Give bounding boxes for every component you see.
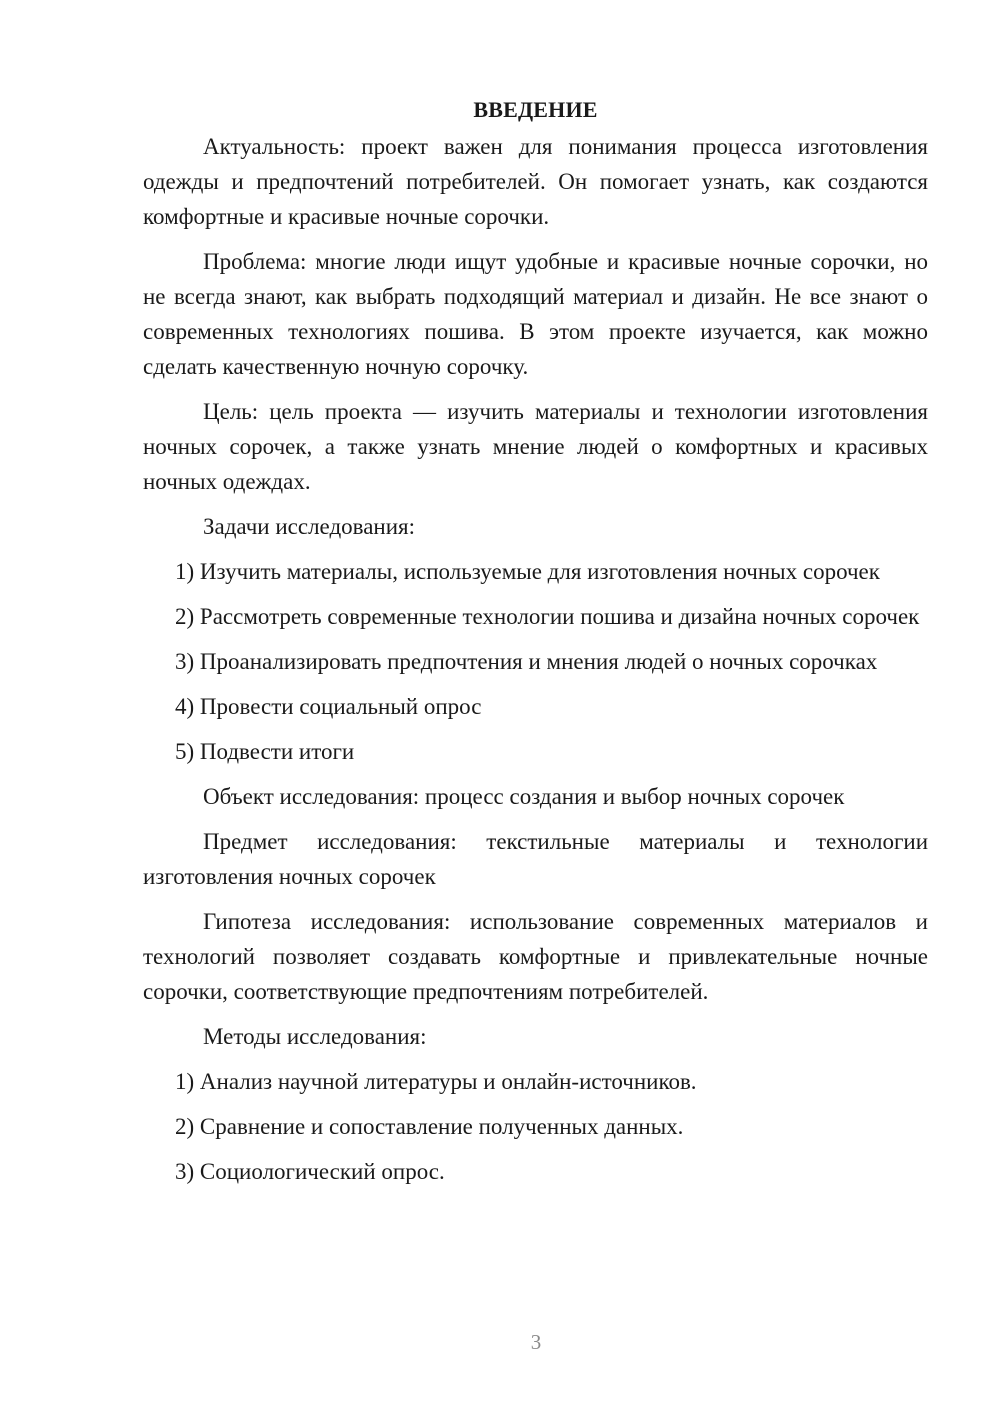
- method-item-3: 3) Социологический опрос.: [175, 1159, 445, 1184]
- paragraph-hypothesis: Гипотеза исследования: использование современных материалов и технологий позволяет создавать комфортные и привлекательные ночные сорочки, соответствующие предпочтениям потребителей.: [143, 909, 928, 1004]
- tasks-title: Задачи исследования:: [203, 514, 416, 539]
- paragraph-object: Объект исследования: процесс создания и выбор ночных сорочек: [203, 784, 845, 809]
- page-number: 3: [530, 1330, 542, 1354]
- page-content: [143, 92, 928, 1199]
- method-item-2: 2) Сравнение и сопоставление полученных данных.: [175, 1114, 684, 1139]
- task-item-1: 1) Изучить материалы, используемые для изготовления ночных сорочек: [175, 559, 880, 584]
- task-item-5: 5) Подвести итоги: [175, 739, 355, 764]
- paragraph-goal: Цель: цель проекта — изучить материалы и технологии изготовления ночных сорочек, а также узнать мнение людей о комфортных и красивых ночных одеждах.: [143, 399, 928, 494]
- task-item-4: 4) Провести социальный опрос: [175, 694, 482, 719]
- methods-title: Методы исследования:: [203, 1024, 427, 1049]
- task-item-2: 2) Рассмотреть современные технологии пошива и дизайна ночных сорочек: [175, 604, 920, 629]
- paragraph-relevance: Актуальность: проект важен для понимания процесса изготовления одежды и предпочтений потребителей. Он помогает узнать, как создаются комфортные и красивые ночные сорочки.: [143, 134, 928, 229]
- method-item-1: 1) Анализ научной литературы и онлайн-источников.: [175, 1069, 697, 1094]
- paragraph-subject: Предмет исследования: текстильные материалы и технологии изготовления ночных сорочек: [143, 829, 928, 889]
- task-item-3: 3) Проанализировать предпочтения и мнения людей о ночных сорочках: [175, 649, 878, 674]
- page-title: ВВЕДЕНИЕ: [473, 97, 598, 122]
- paragraph-problem: Проблема: многие люди ищут удобные и красивые ночные сорочки, но не всегда знают, как выбрать подходящий материал и дизайн. Не все знают о современных технологиях пошива. В этом проекте изучается, как можно сделать качественную ночную сорочку.: [143, 249, 928, 379]
